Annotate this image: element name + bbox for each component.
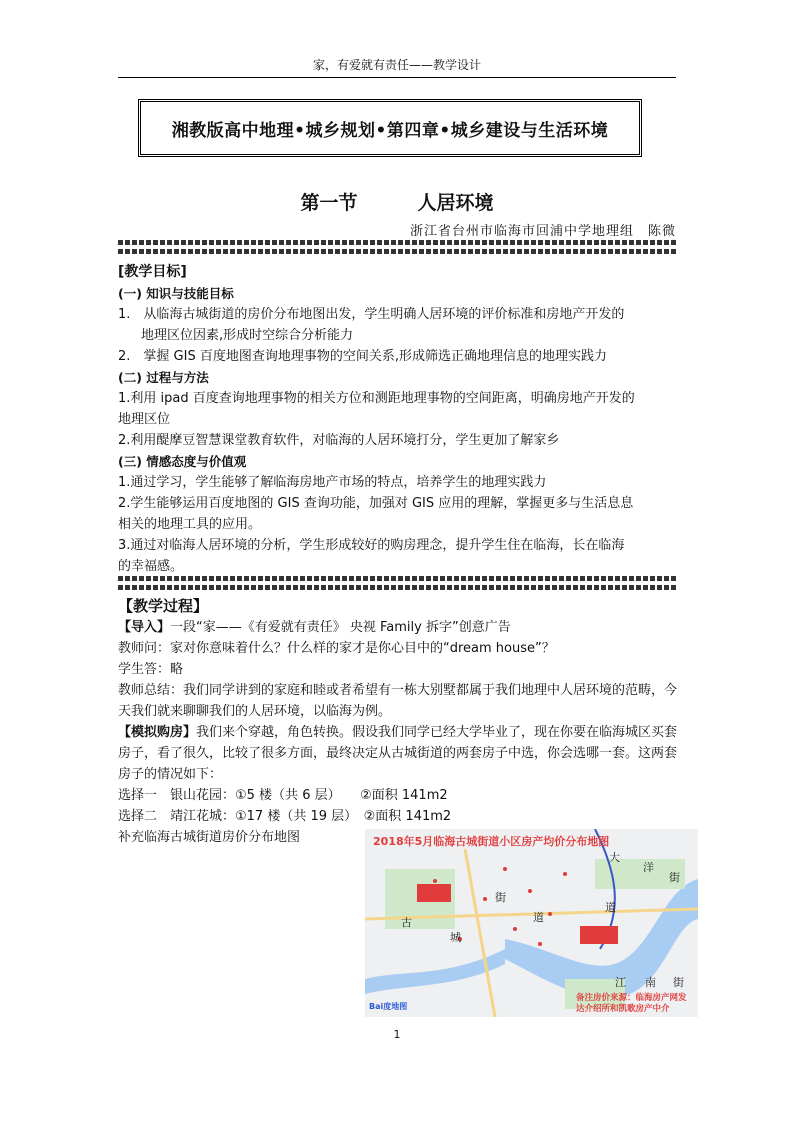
goal-line: 相关的地理工具的应用。 (118, 517, 262, 532)
map-label: 洋 (643, 861, 654, 874)
teaching-process (118, 596, 678, 848)
goal-line: 的幸福感。 (118, 559, 184, 574)
map-label: 江 (615, 976, 626, 989)
goal-line: 2.利用醍摩豆智慧课堂教育软件，对临海的人居环境打分，学生更加了解家乡 (118, 433, 560, 448)
document-title: 湘教版高中地理•城乡规划•第四章•城乡建设与生活环境 (171, 120, 609, 141)
map-label: 街 (673, 976, 684, 989)
intro-tag: 【导入】 (118, 620, 171, 635)
supplement-text: 补充临海古城街道房价分布地图 (118, 830, 301, 845)
goal-line: 2. 掌握 GIS 百度地图查询地理事物的空间关系,形成筛选正确地理信息的地理实践力 (118, 349, 607, 364)
goal-line: 1. 从临海古城街道的房价分布地图出发，学生明确人居环境的评价标准和房地产开发的 (118, 307, 625, 322)
attitude-heading: (三) 情感态度与价值观 (118, 454, 247, 469)
title-box (138, 99, 642, 157)
map-label: 街 (669, 871, 680, 884)
goal-line: 1.利用 ipad 百度查询地理事物的相关方位和测距地理事物的空间距离，明确房地产开发的 (118, 391, 635, 406)
option-two: 选择二 靖江花城：①17 楼（共 19 层） ②面积 141m2 (118, 809, 452, 824)
section-number: 第一节 (300, 192, 358, 214)
goal-line: 地理区位因素,形成时空综合分析能力 (141, 328, 354, 343)
author-line: 浙江省台州市临海市回浦中学地理组 陈微 (409, 224, 676, 239)
map-label: 城 (450, 931, 461, 944)
baidu-map-logo: Bai度地图 (369, 1002, 408, 1011)
map-title: 2018年5月临海古城街道小区房产均价分布地图 (373, 835, 610, 848)
map-label: 南 (645, 976, 656, 989)
page-header: 家，有爱就有责任——教学设计 (118, 56, 676, 78)
decorative-divider (118, 576, 678, 590)
map-label: 道 (605, 901, 616, 914)
map-note: 备注房价来源：临海房产网发达介绍所和凯歌房产中介 (576, 993, 687, 1014)
goal-line: 3.通过对临海人居环境的分析，学生形成较好的购房理念，提升学生住在临海，长在临海 (118, 538, 625, 553)
student-answer: 学生答：略 (118, 662, 184, 677)
map-label: 街 (495, 891, 506, 904)
intro-paragraph (118, 617, 678, 638)
map-label: 大 (609, 851, 620, 864)
teacher-summary: 教师总结：我们同学讲到的家庭和睦或者希望有一栋大别墅都属于我们地理中人居环境的范畴，今天我们就来聊聊我们的人居环境，以临海为例。 (118, 683, 678, 719)
section-name: 人居环境 (417, 192, 494, 214)
section-title (118, 188, 676, 215)
teacher-question: 教师问：家对你意味着什么？什么样的家才是你心目中的“dream house”？ (118, 641, 555, 656)
process-heading: 【教学过程】 (118, 597, 209, 615)
simulation-text: 我们来个穿越，角色转换。假设我们同学已经大学毕业了，现在你要在临海城区买套房子，看了很久，比较了很多方面，最终决定从古城街道的两套房子中选，你会选哪一套。这两套房子的情况如下： (118, 725, 678, 782)
page-number: 1 (393, 1028, 401, 1041)
decorative-divider (118, 240, 678, 254)
teaching-goals (118, 262, 678, 577)
intro-text: 一段“家——《有爱就有责任》 央视 Family 拆字”创意广告 (170, 620, 511, 635)
goals-heading: [教学目标] (118, 264, 187, 280)
option-one: 选择一 银山花园：①5 楼（共 6 层） ②面积 141m2 (118, 788, 448, 803)
house-price-map (365, 829, 698, 1017)
goal-line: 1.通过学习，学生能够了解临海房地产市场的特点，培养学生的地理实践力 (118, 475, 547, 490)
goal-line: 地理区位 (118, 412, 171, 427)
map-label: 古 (401, 916, 412, 929)
process-heading: (二) 过程与方法 (118, 370, 209, 385)
simulation-tag: 【模拟购房】 (118, 725, 197, 740)
map-label: 道 (533, 911, 544, 924)
simulation-paragraph (118, 722, 678, 785)
knowledge-heading: (一) 知识与技能目标 (118, 286, 234, 301)
goal-line: 2.学生能够运用百度地图的 GIS 查询功能，加强对 GIS 应用的理解，掌握更多与生活息息 (118, 496, 634, 511)
